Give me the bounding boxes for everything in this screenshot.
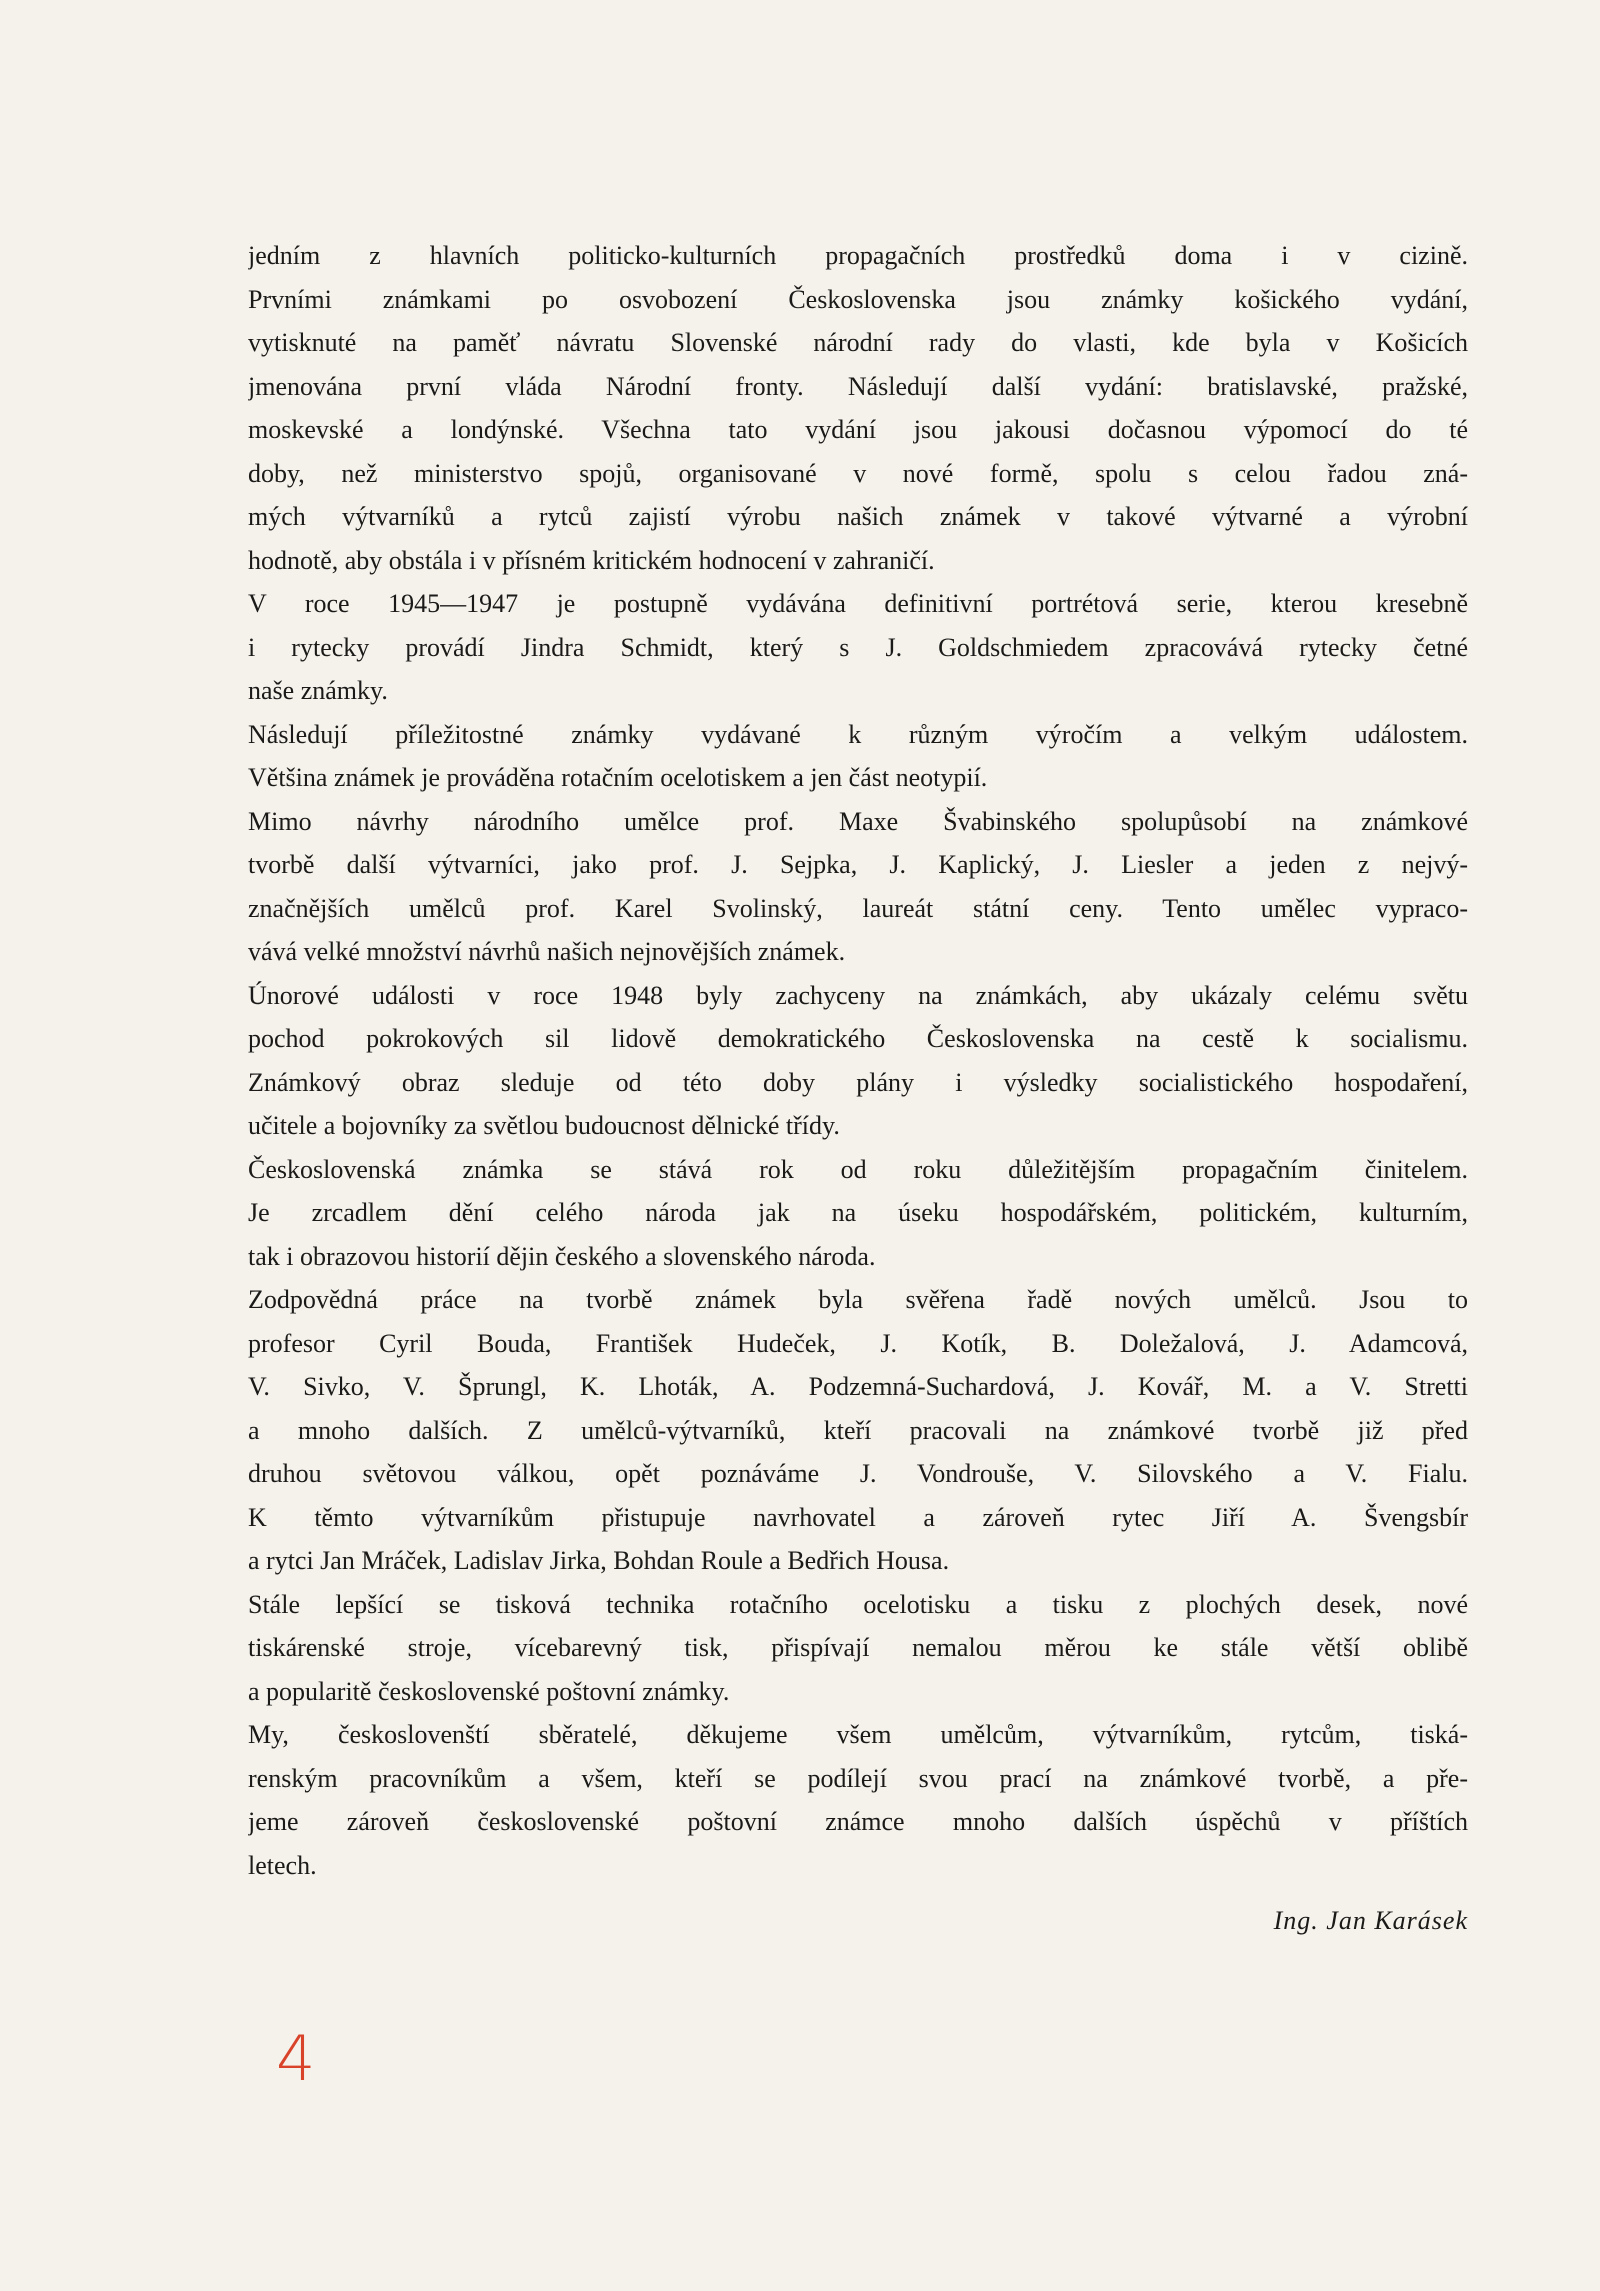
text-line: Zodpovědná práce na tvorbě známek byla svěřena řadě nových umělců. Jsou to: [248, 1285, 1468, 1314]
paragraph: [248, 974, 1468, 1148]
text-line: Československá známka se stává rok od roku důležitějším propagačním činitelem.: [248, 1154, 1468, 1184]
text-line: My, českoslovenští sběratelé, děkujeme všem umělcům, výtvarníkům, rytcům, tiská-: [248, 1720, 1468, 1749]
paragraph: [248, 1713, 1468, 1887]
paragraph: [248, 582, 1468, 713]
text-line: i rytecky provádí Jindra Schmidt, který s J. Goldschmiedem zpracovává rytecky četné: [248, 632, 1468, 662]
paragraph: [248, 234, 1468, 278]
paragraph: [248, 1583, 1468, 1714]
author-signature: Ing. Jan Karásek: [1273, 1906, 1468, 1935]
text-line: tak i obrazovou historií dějin českého a slovenského národa.: [248, 1241, 876, 1271]
page-number: 4: [276, 2022, 316, 2095]
text-line: hodnotě, aby obstála i v přísném kritickém hodnocení v zahraničí.: [248, 545, 935, 575]
text-line: moskevské a londýnské. Všechna tato vydání jsou jakousi dočasnou výpomocí do té: [248, 415, 1468, 444]
text-line: mých výtvarníků a rytců zajistí výrobu našich známek v takové výtvarné a výrobní: [248, 502, 1468, 531]
text-line: tvorbě další výtvarníci, jako prof. J. Sejpka, J. Kaplický, J. Liesler a jeden z nejvý-: [248, 850, 1468, 879]
paragraph: [248, 800, 1468, 974]
body-text: [248, 234, 1468, 1887]
text-line: Je zrcadlem dění celého národa jak na úseku hospodářském, politickém, kulturním,: [248, 1198, 1468, 1227]
text-line: tiskárenské stroje, vícebarevný tisk, přispívají nemalou měrou ke stále větší oblibě: [248, 1633, 1468, 1662]
text-line: naše známky.: [248, 676, 388, 705]
paragraph: [248, 278, 1468, 583]
text-line: Mimo návrhy národního umělce prof. Maxe Švabinského spolupůsobí na známkové: [248, 806, 1468, 836]
text-line: jmenována první vláda Národní fronty. Následují další vydání: bratislavské, pražské,: [248, 371, 1468, 401]
text-line: K těmto výtvarníkům přistupuje navrhovatel a zároveň rytec Jiří A. Švengsbír: [248, 1502, 1468, 1532]
text-line: vytisknuté na paměť návratu Slovenské národní rady do vlasti, kde byla v Košicích: [248, 328, 1468, 357]
paragraph: [248, 713, 1468, 757]
text-line: Známkový obraz sleduje od této doby plány i výsledky socialistického hospodaření,: [248, 1067, 1468, 1097]
paragraph: [248, 756, 1468, 800]
text-line: druhou světovou válkou, opět poznáváme J. Vondrouše, V. Silovského a V. Fialu.: [248, 1459, 1468, 1488]
text-line: pochod pokrokových sil lidově demokratického Československa na cestě k socialismu.: [248, 1024, 1468, 1053]
text-line: učitele a bojovníky za světlou budoucnost dělnické třídy.: [248, 1111, 840, 1140]
text-line: letech.: [248, 1850, 317, 1880]
text-line: Únorové události v roce 1948 byly zachyceny na známkách, aby ukázaly celému světu: [248, 980, 1468, 1010]
text-line: V roce 1945—1947 je postupně vydávána definitivní portrétová serie, kterou kresebně: [248, 589, 1468, 618]
text-line: Stále lepšící se tisková technika rotačního ocelotisku a tisku z plochých desek, nové: [248, 1589, 1468, 1619]
text-line: Většina známek je prováděna rotačním ocelotiskem a jen část neotypií.: [248, 763, 988, 792]
text-line: značnějších umělců prof. Karel Svolinský, laureát státní ceny. Tento umělec vypraco-: [248, 893, 1468, 923]
text-line: a popularitě československé poštovní známky.: [248, 1676, 730, 1706]
text-line: Prvními známkami po osvobození Československa jsou známky košického vydání,: [248, 284, 1468, 314]
paragraph: [248, 1148, 1468, 1279]
text-line: a mnoho dalších. Z umělců-výtvarníků, kteří pracovali na známkové tvorbě již před: [248, 1415, 1468, 1445]
text-line: a rytci Jan Mráček, Ladislav Jirka, Bohdan Roule a Bedřich Housa.: [248, 1546, 950, 1575]
text-line: vává velké množství návrhů našich nejnovějších známek.: [248, 937, 846, 966]
text-line: Následují příležitostné známky vydávané k různým výročím a velkým událostem.: [248, 719, 1468, 749]
text-line: V. Sivko, V. Šprungl, K. Lhoták, A. Podzemná-Suchardová, J. Kovář, M. a V. Stretti: [248, 1372, 1468, 1401]
text-line: jeme zároveň československé poštovní známce mnoho dalších úspěchů v příštích: [248, 1807, 1468, 1836]
text-line: renským pracovníkům a všem, kteří se podílejí svou prací na známkové tvorbě, a pře-: [248, 1763, 1468, 1793]
text-line: jedním z hlavních politicko-kulturních propagačních prostředků doma i v cizině.: [248, 241, 1468, 270]
text-line: profesor Cyril Bouda, František Hudeček, J. Kotík, B. Doležalová, J. Adamcová,: [248, 1328, 1468, 1358]
text-line: doby, než ministerstvo spojů, organisované v nové formě, spolu s celou řadou zná-: [248, 458, 1468, 488]
paragraph: [248, 1278, 1468, 1583]
